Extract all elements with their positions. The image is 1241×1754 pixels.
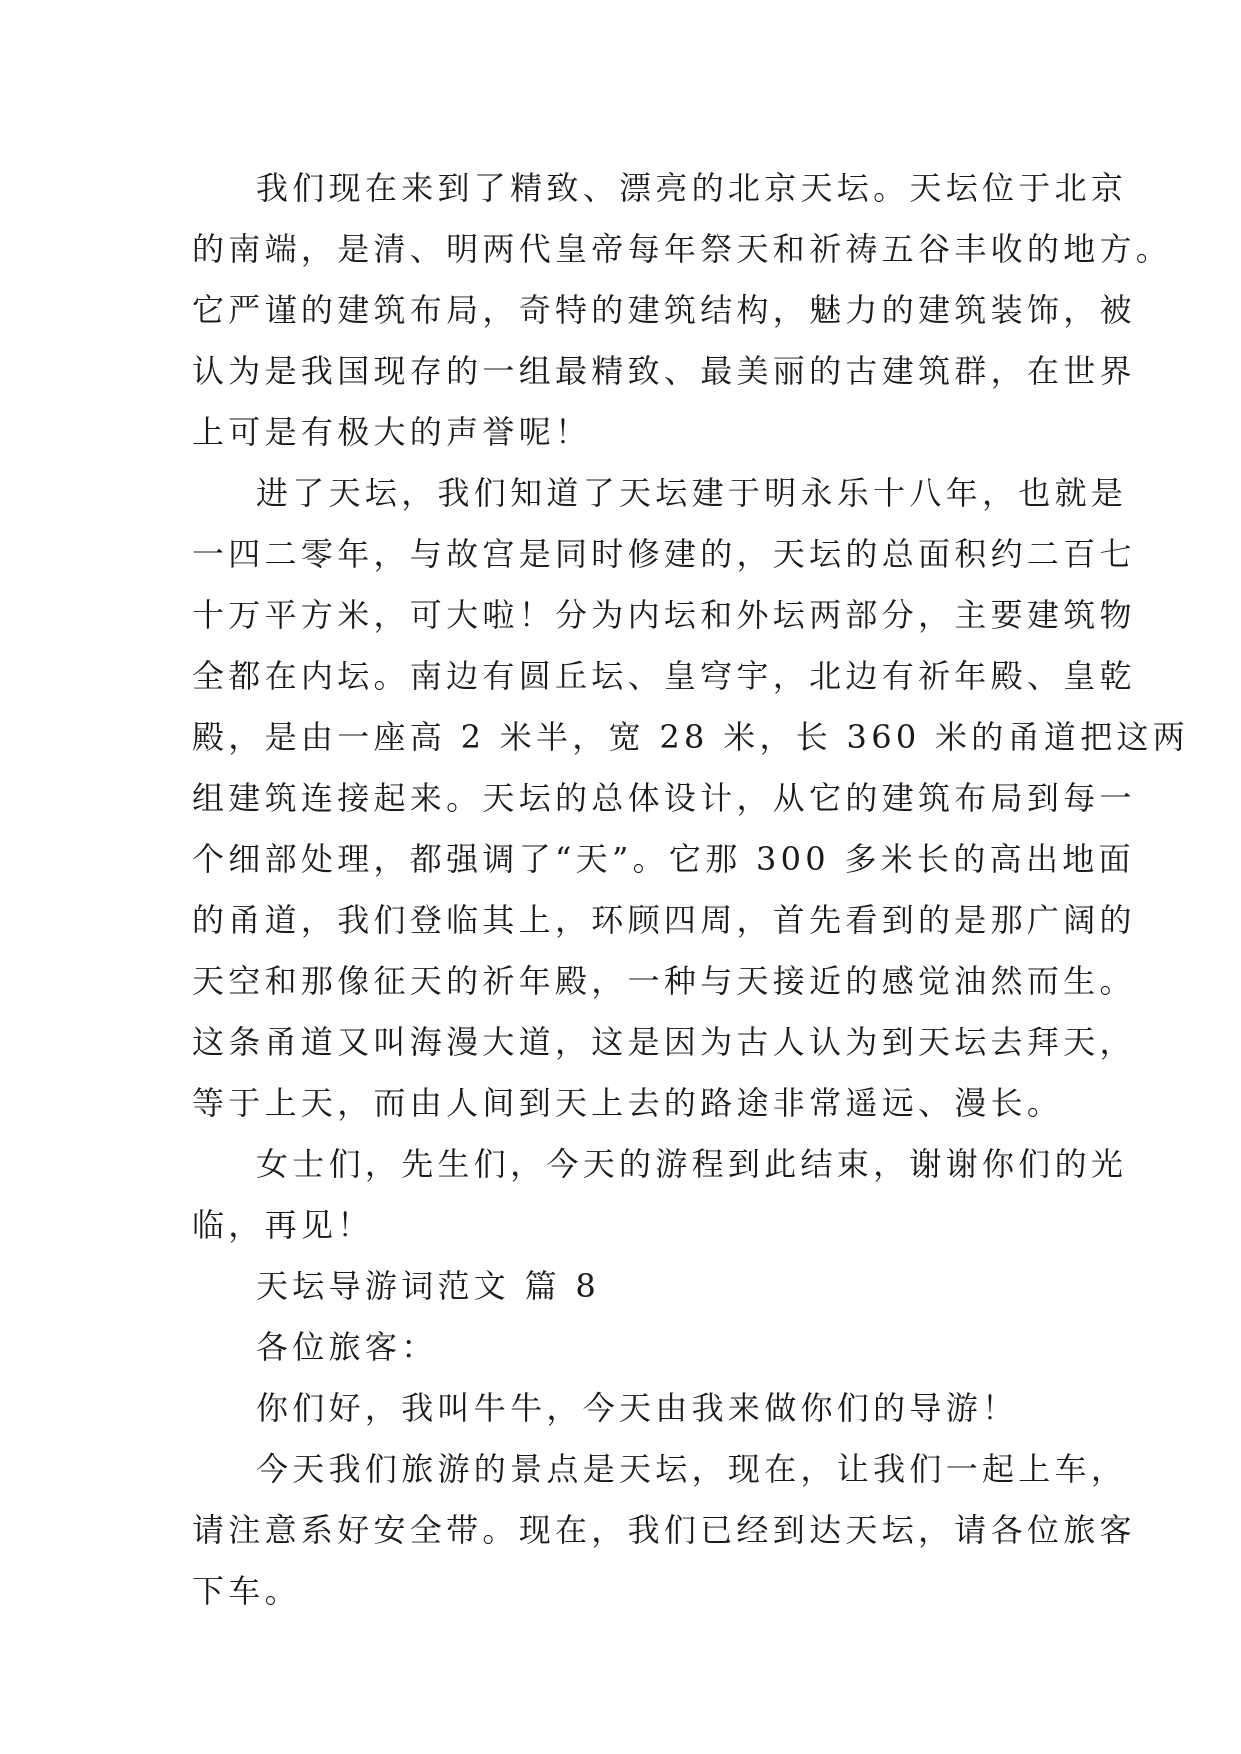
section-heading: 天坛导游词范文 篇 8 xyxy=(256,1267,601,1305)
paragraph-2-line-8: 的甬道，我们登临其上，环顾四周，首先看到的是那广阔的 xyxy=(192,901,1136,939)
greeting-line: 各位旅客： xyxy=(256,1328,438,1366)
paragraph-2-line-4: 全都在内坛。南边有圆丘坛、皇穹宇，北边有祈年殿、皇乾 xyxy=(192,657,1136,695)
intro-line: 你们好，我叫牛牛，今天由我来做你们的导游！ xyxy=(256,1389,1019,1427)
paragraph-4-line-1: 今天我们旅游的景点是天坛，现在，让我们一起上车， xyxy=(256,1450,1128,1488)
paragraph-4-line-3: 下车。 xyxy=(192,1572,301,1610)
paragraph-1-line-3: 它严谨的建筑布局，奇特的建筑结构，魅力的建筑装饰，被 xyxy=(192,291,1136,329)
paragraph-1-line-5: 上可是有极大的声誉呢！ xyxy=(192,413,592,451)
paragraph-1-line-4: 认为是我国现存的一组最精致、最美丽的古建筑群，在世界 xyxy=(192,352,1136,390)
paragraph-2-line-7: 个细部处理，都强调了“天”。它那 300 多米长的高出地面 xyxy=(192,840,1135,878)
paragraph-3-line-1: 女士们，先生们，今天的游程到此结束，谢谢你们的光 xyxy=(256,1145,1128,1183)
paragraph-3-line-2: 临，再见！ xyxy=(192,1206,374,1244)
paragraph-2-line-6: 组建筑连接起来。天坛的总体设计，从它的建筑布局到每一 xyxy=(192,779,1136,817)
paragraph-2-line-11: 等于上天，而由人间到天上去的路途非常遥远、漫长。 xyxy=(192,1084,1064,1122)
paragraph-1-line-1: 我们现在来到了精致、漂亮的北京天坛。天坛位于北京 xyxy=(256,169,1128,207)
paragraph-4-line-2: 请注意系好安全带。现在，我们已经到达天坛，请各位旅客 xyxy=(192,1511,1136,1549)
document-body xyxy=(192,158,1190,1622)
paragraph-2-line-10: 这条甬道又叫海漫大道，这是因为古人认为到天坛去拜天， xyxy=(192,1023,1136,1061)
paragraph-2-line-2: 一四二零年，与故宫是同时修建的，天坛的总面积约二百七 xyxy=(192,535,1136,573)
paragraph-2-line-1: 进了天坛，我们知道了天坛建于明永乐十八年，也就是 xyxy=(256,474,1128,512)
paragraph-2-line-9: 天空和那像征天的祈年殿，一种与天接近的感觉油然而生。 xyxy=(192,962,1136,1000)
paragraph-2-line-5: 殿，是由一座高 2 米半，宽 28 米，长 360 米的甬道把这两 xyxy=(192,718,1190,756)
paragraph-1-line-2: 的南端，是清、明两代皇帝每年祭天和祈祷五谷丰收的地方。 xyxy=(192,230,1173,268)
paragraph-2-line-3: 十万平方米，可大啦！分为内坛和外坛两部分，主要建筑物 xyxy=(192,596,1136,634)
